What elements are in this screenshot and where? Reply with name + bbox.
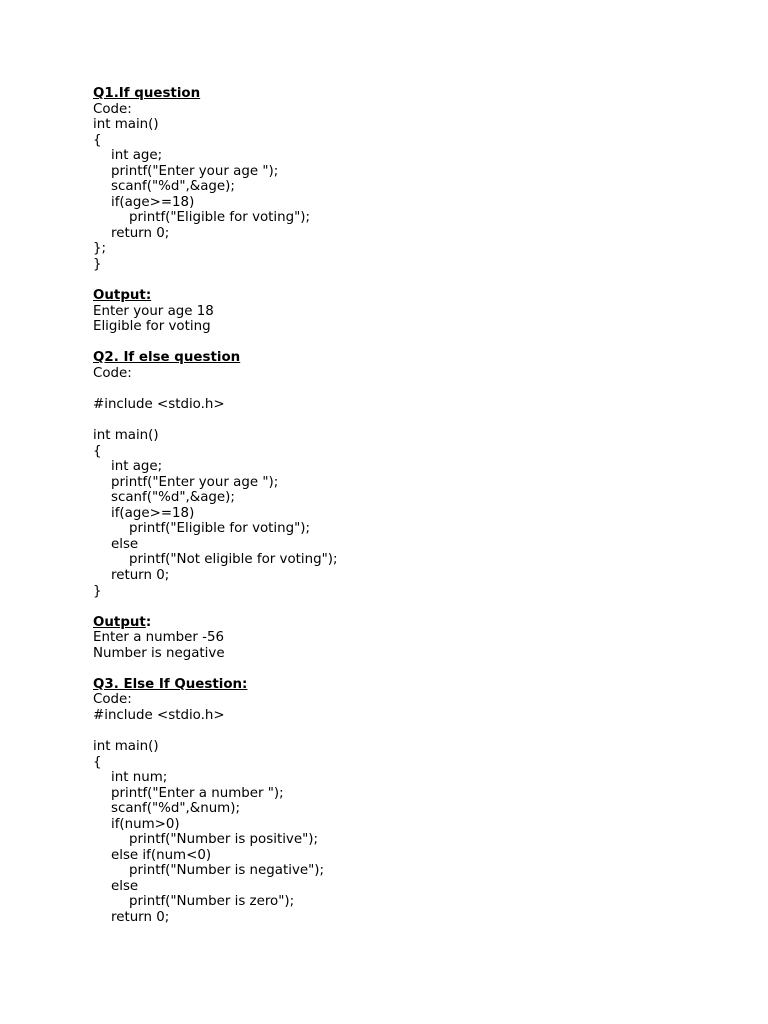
spacer bbox=[93, 723, 733, 739]
q1-heading: Q1.If question bbox=[93, 86, 201, 101]
code-line: int age; bbox=[111, 459, 163, 475]
code-line: printf("Enter your age "); bbox=[111, 474, 279, 490]
code-line: int main() bbox=[93, 428, 159, 444]
output-line: Enter your age 18 bbox=[93, 303, 214, 319]
spacer bbox=[93, 412, 733, 428]
code-line: return 0; bbox=[111, 909, 170, 925]
q2-include-line: #include <stdio.h> bbox=[93, 396, 225, 412]
spacer bbox=[93, 599, 733, 615]
code-line: return 0; bbox=[111, 567, 170, 583]
q2-section bbox=[93, 350, 733, 661]
code-line: printf("Number is positive"); bbox=[129, 832, 318, 848]
code-line: int age; bbox=[111, 148, 163, 164]
code-line: if(age>=18) bbox=[111, 194, 195, 210]
output-line: Enter a number -56 bbox=[93, 630, 225, 646]
q3-code-block bbox=[93, 739, 733, 926]
spacer bbox=[93, 661, 733, 677]
q3-code-label: Code: bbox=[93, 692, 132, 708]
q3-section bbox=[93, 677, 733, 926]
q3-include-line: #include <stdio.h> bbox=[93, 707, 225, 723]
code-line: return 0; bbox=[111, 225, 170, 241]
q1-code-label: Code: bbox=[93, 101, 132, 117]
q2-output-label-colon: : bbox=[145, 614, 152, 630]
code-line: }; bbox=[93, 241, 107, 257]
code-line: if(num>0) bbox=[111, 816, 180, 832]
code-line: printf("Not eligible for voting"); bbox=[129, 552, 338, 568]
code-line: int main() bbox=[93, 117, 159, 133]
q2-code-block bbox=[93, 428, 733, 599]
code-line: printf("Number is negative"); bbox=[129, 863, 325, 879]
code-line: else bbox=[111, 878, 139, 894]
code-line: printf("Enter your age "); bbox=[111, 163, 279, 179]
code-line: int num; bbox=[111, 770, 168, 786]
code-line: scanf("%d",&num); bbox=[111, 801, 240, 817]
output-line: Number is negative bbox=[93, 645, 225, 661]
q1-output-block bbox=[93, 304, 733, 335]
spacer bbox=[93, 335, 733, 351]
q2-output-label-text: Output bbox=[93, 614, 146, 630]
code-line: } bbox=[93, 257, 102, 273]
code-line: if(age>=18) bbox=[111, 505, 195, 521]
q3-heading: Q3. Else If Question: bbox=[93, 676, 248, 692]
q2-output-block bbox=[93, 630, 733, 661]
code-line: printf("Enter a number "); bbox=[111, 785, 284, 801]
code-line: scanf("%d",&age); bbox=[111, 179, 235, 195]
code-line: else if(num<0) bbox=[111, 847, 212, 863]
q2-heading: Q2. If else question bbox=[93, 350, 241, 366]
document-page bbox=[93, 86, 733, 926]
code-line: scanf("%d",&age); bbox=[111, 490, 235, 506]
output-line: Eligible for voting bbox=[93, 319, 211, 335]
spacer bbox=[93, 273, 733, 289]
code-line: printf("Number is zero"); bbox=[129, 894, 295, 910]
code-line: int main() bbox=[93, 738, 159, 754]
code-line: } bbox=[93, 583, 102, 599]
code-line: { bbox=[93, 132, 102, 148]
code-line: { bbox=[93, 443, 102, 459]
q1-output-label: Output: bbox=[93, 288, 152, 304]
q1-section bbox=[93, 86, 733, 335]
q2-code-label: Code: bbox=[93, 365, 132, 381]
q1-code-block bbox=[93, 117, 733, 272]
code-line: else bbox=[111, 536, 139, 552]
spacer bbox=[93, 381, 733, 397]
code-line: printf("Eligible for voting"); bbox=[129, 210, 311, 226]
q2-output-label bbox=[93, 615, 733, 631]
code-line: { bbox=[93, 754, 102, 770]
code-line: printf("Eligible for voting"); bbox=[129, 521, 311, 537]
